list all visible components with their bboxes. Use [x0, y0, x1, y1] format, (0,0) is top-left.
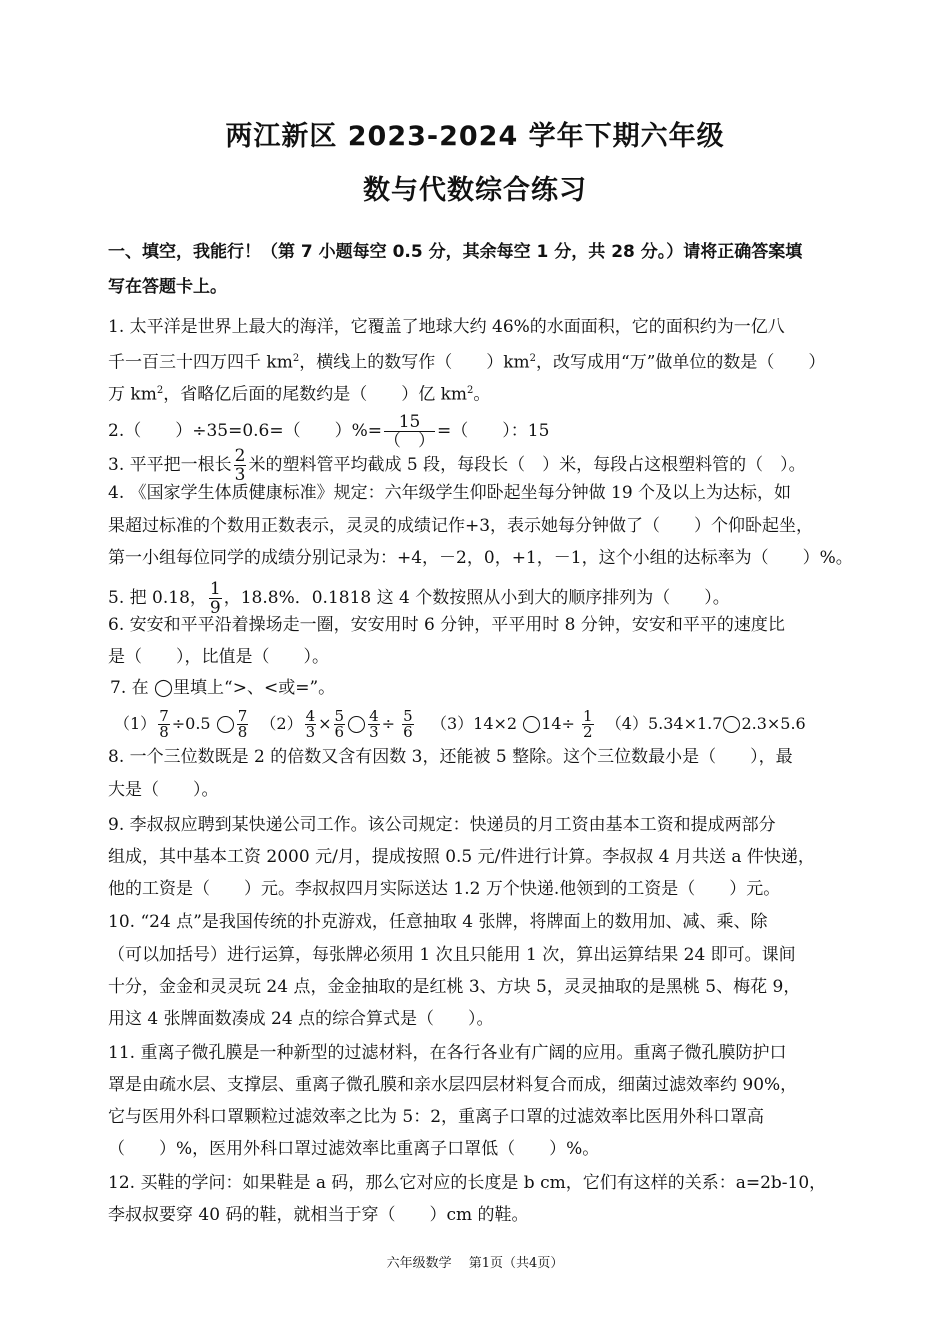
- page-footer: 六年级数学 第1页（共4页）: [386, 1256, 564, 1271]
- exam-title-line1: 两江新区 2023-2024 学年下期六年级: [225, 121, 725, 152]
- q9-line3: 他的工资是（ ）元。李叔叔四月实际送达 1.2 万个快递.他领到的工资是（ ）元。: [108, 879, 781, 899]
- q6-line1: 6. 安安和平平沿着操场走一圈，安安用时 6 分钟，平平用时 8 分钟，安安和平平的速度比: [108, 615, 785, 635]
- q8-line2: 大是（ ）。: [108, 780, 219, 800]
- q2-fraction: $\frac{15}{( )}$: [384, 412, 436, 451]
- q11-line2: 罩是由疏水层、支撑层、重离子微孔膜和亲水层四层材料复合而成，细菌过滤效率约 90%，: [108, 1075, 798, 1095]
- answer-circle[interactable]: [723, 716, 740, 733]
- section-heading-cont: 写在答题卡上。: [108, 277, 227, 297]
- q4-line3: 第一小组每位同学的成绩分别记录为：+4，－2，0，+1，－1，这个小组的达标率为（ ）%。: [108, 548, 853, 568]
- q11-line1: 11. 重离子微孔膜是一种新型的过滤材料，在各行各业有广阔的应用。重离子微孔膜防护口: [108, 1043, 787, 1063]
- q10-line3: 十分，金金和灵灵玩 24 点，金金抽取的是红桃 3、方块 5，灵灵抽取的是黑桃 5、梅花 9，: [108, 977, 801, 997]
- answer-circle[interactable]: [217, 716, 234, 733]
- q7-comparisons: （1） $\frac{7}{8}$ ÷0.5 $\frac{7}{8}$ （2） $\frac{4}{3}$ × $\frac{5}{6}$ $\frac{4}{3}$ ÷ $\frac{5}{6}$ （3）14×2 14÷ $\frac{1}{2}$ （4）5.34×1.7 2.3×5.6: [114, 707, 806, 741]
- q6-line2: 是（ ），比值是（ ）。: [108, 647, 329, 667]
- q7-instruction: 7. 在 ◯里填上“>、<或=”。: [110, 678, 336, 698]
- q11-line4: （ ）%，医用外科口罩过滤效率比重离子口罩低（ ）%。: [108, 1139, 600, 1159]
- q5-fraction: $\frac{1}{9}$: [209, 579, 221, 618]
- q10-line1: 10. “24 点”是我国传统的扑克游戏，任意抽取 4 张牌，将牌面上的数用加、减、乘、除: [108, 912, 768, 932]
- q4-line1: 4. 《国家学生体质健康标准》规定：六年级学生仰卧起坐每分钟做 19 个及以上为达标，如: [108, 483, 792, 503]
- q5: 5. 把 0.18， $\frac{1}{9}$ ，18.8%．0.1818 这 4 个数按照从小到大的顺序排列为（ ）。: [108, 579, 730, 618]
- q10-line4: 用这 4 张牌面数凑成 24 点的综合算式是（ ）。: [108, 1009, 494, 1029]
- answer-circle[interactable]: [348, 716, 365, 733]
- q3-fraction: $\frac{2}{3}$: [234, 446, 246, 485]
- q10-line2: （可以加括号）进行运算，每张牌必须用 1 次且只能用 1 次，算出运算结果 24 即可。课间: [108, 945, 796, 965]
- q11-line3: 它与医用外科口罩颗粒过滤效率之比为 5：2，重离子口罩的过滤效率比医用外科口罩高: [108, 1107, 765, 1127]
- section-heading: 一、填空，我能行！（第 7 小题每空 0.5 分，其余每空 1 分，共 28 分。）请将正确答案填: [108, 242, 803, 262]
- q3: 3. 平平把一根长 $\frac{2}{3}$ 米的塑料管平均截成 5 段，每段长（ ）米，每段占这根塑料管的（ ）。: [108, 446, 806, 485]
- q1-line1: 1. 太平洋是世界上最大的海洋，它覆盖了地球大约 46%的水面面积，它的面积约为一亿八: [108, 317, 785, 337]
- q4-line2: 果超过标准的个数用正数表示，灵灵的成绩记作+3，表示她每分钟做了（ ）个仰卧起坐，: [108, 516, 814, 536]
- q1-line3: 万 $km^2$，省略亿后面的尾数约是（ ）亿 $km^2$。: [108, 384, 491, 405]
- q12-line1: 12. 买鞋的学问：如果鞋是 a 码，那么它对应的长度是 b cm，它们有这样的关系：a=2b-10，: [108, 1173, 827, 1193]
- q2: 2.（ ）÷35=0.6=（ ）%= $\frac{15}{( )}$ =（ ）：15: [108, 412, 550, 451]
- q12-line2: 李叔叔要穿 40 码的鞋，就相当于穿（ ）cm 的鞋。: [108, 1205, 529, 1225]
- q9-line1: 9. 李叔叔应聘到某快递公司工作。该公司规定：快递员的月工资由基本工资和提成两部分: [108, 815, 776, 835]
- q1-line2: 千一百三十四万四千 $km^2$，横线上的数写作（ ）$km^2$，改写成用“万”做单位的数是（ ）: [108, 352, 826, 373]
- q8-line1: 8. 一个三位数既是 2 的倍数又含有因数 3，还能被 5 整除。这个三位数最小是（ ），最: [108, 747, 793, 767]
- exam-title-line2: 数与代数综合练习: [363, 175, 587, 206]
- q9-line2: 组成，其中基本工资 2000 元/月，提成按照 0.5 元/件进行计算。李叔叔 4 月共送 a 件快递，: [108, 847, 815, 867]
- answer-circle[interactable]: [523, 716, 540, 733]
